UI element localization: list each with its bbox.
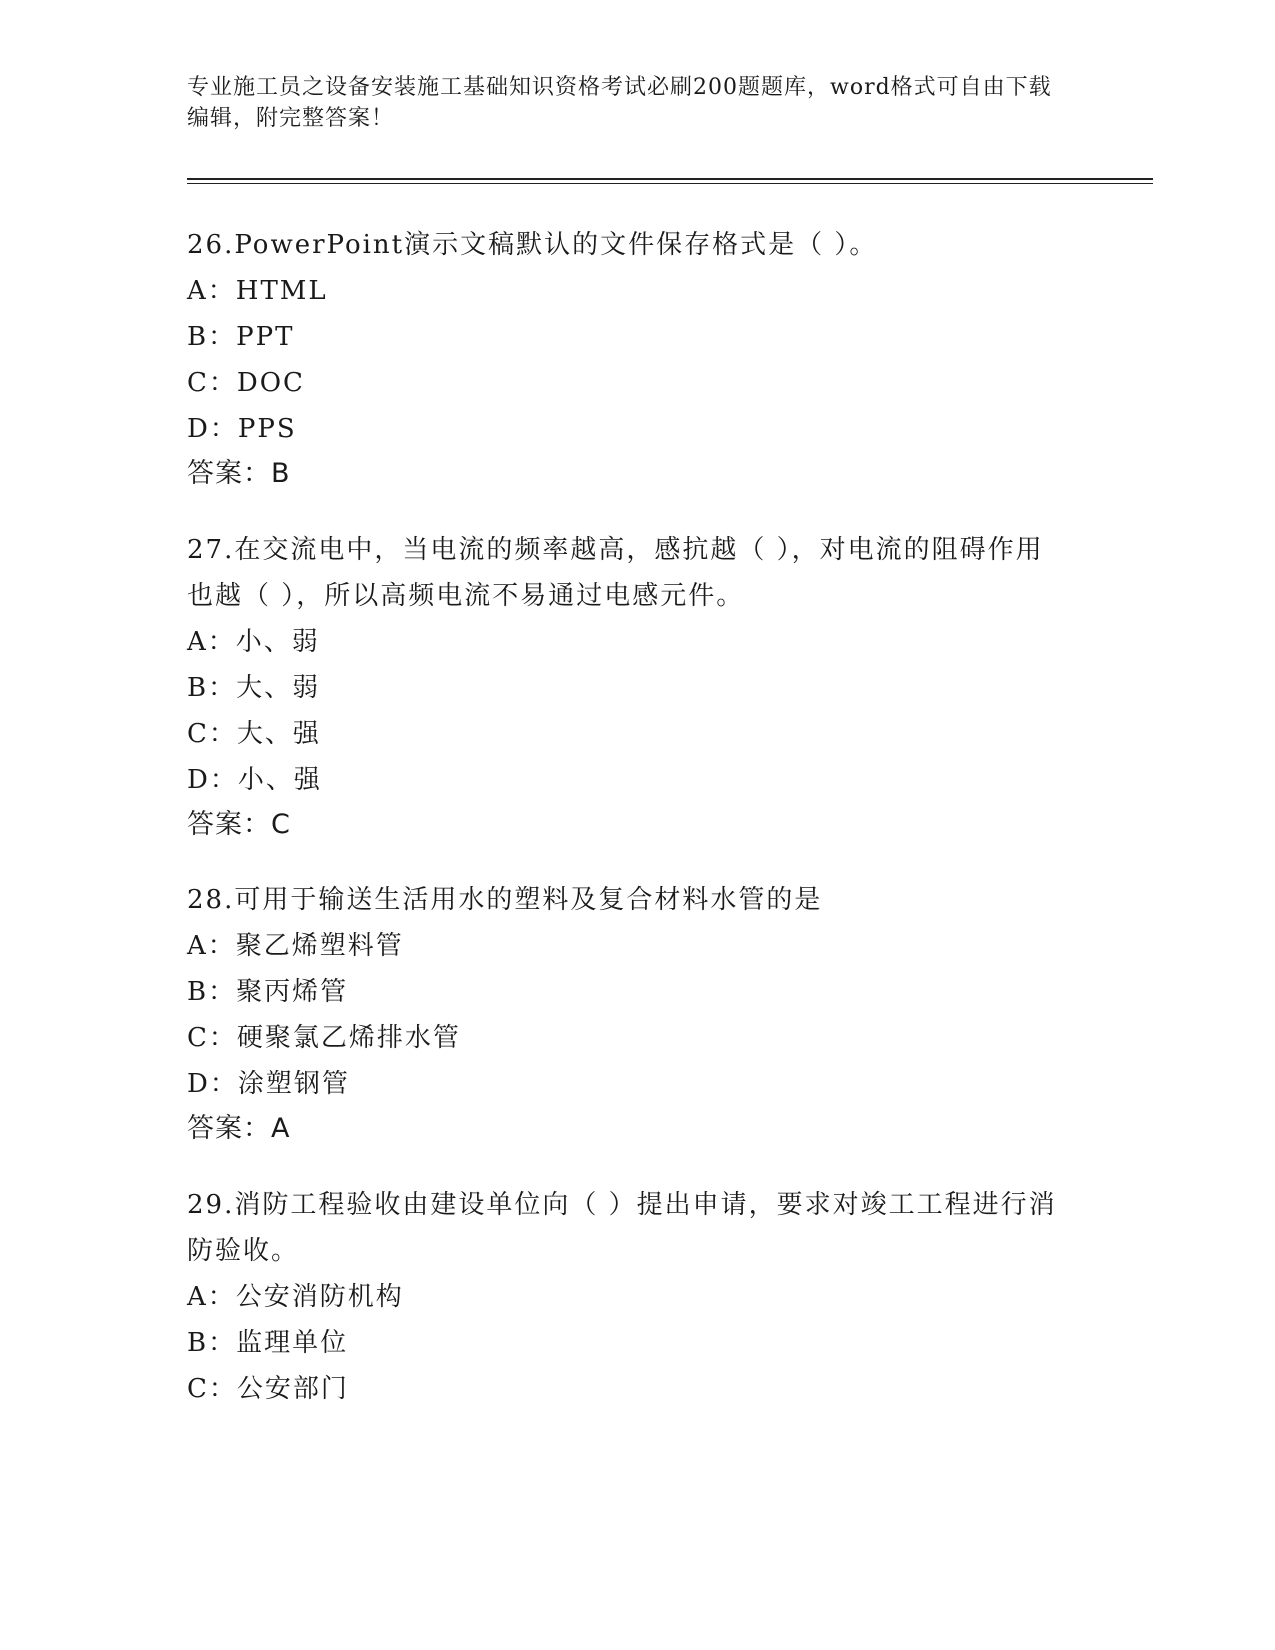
header-divider-thin [187, 183, 1153, 184]
question-stem: 28.可用于输送生活用水的塑料及复合材料水管的是 [187, 885, 823, 915]
option-b: B：PPT [187, 322, 295, 352]
question-stem: 26.PowerPoint演示文稿默认的文件保存格式是（ ）。 [187, 230, 878, 260]
option-c: C：硬聚氯乙烯排水管 [187, 1023, 461, 1053]
option-d: D：PPS [187, 414, 297, 444]
answer-line: 答案：C [187, 809, 291, 840]
option-b: B：大、弱 [187, 673, 321, 703]
header-divider [187, 178, 1153, 180]
option-a: A：聚乙烯塑料管 [187, 931, 404, 961]
answer-line: 答案：B [187, 458, 291, 489]
question-stem: 29.消防工程验收由建设单位向（ ）提出申请，要求对竣工工程进行消防验收。 [187, 1190, 1057, 1266]
document-intro: 专业施工员之设备安装施工基础知识资格考试必刷200题题库，word格式可自由下载编辑，附完整答案！ [187, 75, 1052, 131]
option-d: D：涂塑钢管 [187, 1069, 350, 1099]
option-c: C：DOC [187, 368, 305, 398]
question-27 [187, 527, 1067, 847]
option-c: C：公安部门 [187, 1374, 349, 1404]
answer-line: 答案：A [187, 1113, 291, 1144]
option-b: B：监理单位 [187, 1328, 349, 1358]
question-28 [187, 877, 1067, 1151]
option-a: A：公安消防机构 [187, 1282, 404, 1312]
option-a: A：小、弱 [187, 627, 320, 657]
option-a: A：HTML [187, 276, 328, 306]
question-stem: 27.在交流电中，当电流的频率越高，感抗越（ ），对电流的阻碍作用也越（ ），所以高频电流不易通过电感元件。 [187, 535, 1044, 611]
option-b: B：聚丙烯管 [187, 977, 349, 1007]
option-c: C：大、强 [187, 719, 321, 749]
question-29 [187, 1182, 1067, 1412]
question-26 [187, 222, 1067, 496]
option-d: D：小、强 [187, 765, 322, 795]
